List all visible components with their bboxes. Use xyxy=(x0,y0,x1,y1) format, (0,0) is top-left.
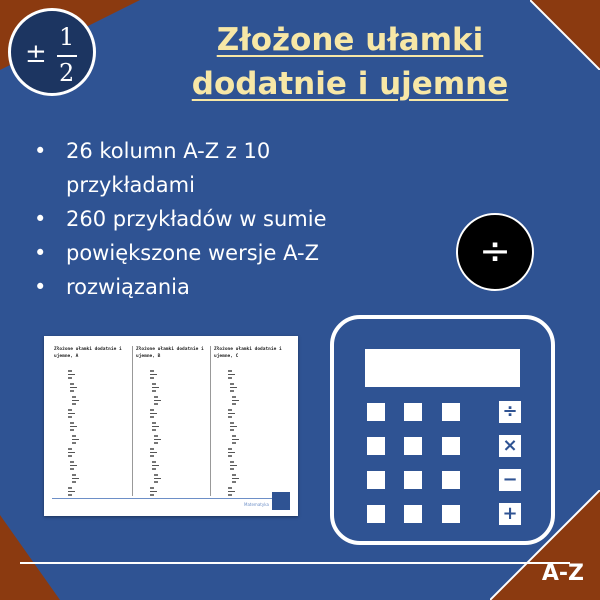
calculator-key xyxy=(367,437,385,455)
worksheet-exercise xyxy=(226,448,240,460)
feature-item: • 26 kolumn A-Z z 10 przykładami xyxy=(34,134,394,202)
worksheet-exercise xyxy=(150,461,164,473)
title-line-1: Złożone ułamki xyxy=(216,22,484,58)
worksheet-exercise xyxy=(148,448,162,460)
worksheet-exercise xyxy=(150,422,164,434)
bottom-divider xyxy=(20,562,570,564)
calculator-key xyxy=(404,403,422,421)
worksheet-exercise xyxy=(66,448,80,460)
fraction-badge xyxy=(8,8,96,96)
title-line-2: dodatnie i ujemne xyxy=(191,66,509,102)
worksheet-exercise xyxy=(152,435,166,447)
worksheet-exercise xyxy=(150,383,164,395)
fraction-bar xyxy=(57,55,77,57)
feature-item: • rozwiązania xyxy=(34,270,394,304)
worksheet-exercise xyxy=(228,422,242,434)
worksheet-column-title: Złożone ułamki dodatnie i xyxy=(214,347,282,352)
worksheet-exercise xyxy=(228,383,242,395)
page-title xyxy=(120,18,580,106)
worksheet-exercise xyxy=(70,396,84,408)
plus-minus-sign: ± xyxy=(25,39,47,69)
worksheet-exercise xyxy=(230,435,244,447)
worksheet-exercise xyxy=(152,474,166,486)
feature-item: • 260 przykładów w sumie xyxy=(34,202,394,236)
fraction-denominator: 2 xyxy=(59,59,75,87)
worksheet-exercise xyxy=(70,474,84,486)
divide-key: ÷ xyxy=(499,401,521,423)
calculator-icon xyxy=(330,315,555,545)
calculator-key xyxy=(442,437,460,455)
worksheet-column-title: Złożone ułamki dodatnie i xyxy=(136,347,204,352)
worksheet-exercise xyxy=(228,461,242,473)
calculator-key xyxy=(367,471,385,489)
calculator-key xyxy=(404,437,422,455)
fraction-numerator: 1 xyxy=(59,23,75,51)
minus-key: − xyxy=(499,469,521,491)
plus-key: + xyxy=(499,503,521,525)
worksheet-exercise xyxy=(66,370,80,382)
worksheet-exercise xyxy=(230,474,244,486)
worksheet-exercise xyxy=(226,409,240,421)
worksheet-column-subtitle: ujemne, B xyxy=(136,354,161,359)
worksheet-column-subtitle: ujemne, A xyxy=(54,354,79,359)
worksheet-column-subtitle: ujemne, C xyxy=(214,354,239,359)
calculator-key xyxy=(442,403,460,421)
multiply-key: × xyxy=(499,435,521,457)
worksheet-exercise xyxy=(226,370,240,382)
worksheet-exercise xyxy=(68,383,82,395)
worksheet-exercise xyxy=(152,396,166,408)
divide-icon: ÷ xyxy=(456,213,534,291)
calculator-screen xyxy=(365,349,520,387)
worksheet-divider xyxy=(210,346,211,496)
calculator-key xyxy=(442,505,460,523)
worksheet-brand: Matematyka xyxy=(244,502,269,507)
worksheet-column-b xyxy=(136,346,212,496)
feature-item: • powiększone wersje A-Z xyxy=(34,236,394,270)
corner-decoration-bottom-left xyxy=(0,515,60,600)
feature-list xyxy=(34,134,394,304)
worksheet-exercise xyxy=(66,409,80,421)
worksheet-column-c xyxy=(214,346,290,496)
worksheet-exercise xyxy=(230,396,244,408)
worksheet-exercise xyxy=(70,435,84,447)
calculator-key xyxy=(404,505,422,523)
calculator-key xyxy=(442,471,460,489)
corner-label: A-Z xyxy=(541,561,584,586)
worksheet-exercise xyxy=(68,422,82,434)
worksheet-exercise xyxy=(148,370,162,382)
calculator-key xyxy=(367,505,385,523)
calculator-key xyxy=(367,403,385,421)
worksheet-exercise xyxy=(148,409,162,421)
calculator-logo-icon xyxy=(272,492,290,510)
worksheet-divider xyxy=(132,346,133,496)
worksheet-exercise xyxy=(68,461,82,473)
worksheet-column-title: Złożone ułamki dodatnie i xyxy=(54,347,122,352)
worksheet-preview xyxy=(44,336,298,516)
worksheet-column-a xyxy=(54,346,130,496)
worksheet-footer-line xyxy=(52,498,284,499)
calculator-key xyxy=(404,471,422,489)
